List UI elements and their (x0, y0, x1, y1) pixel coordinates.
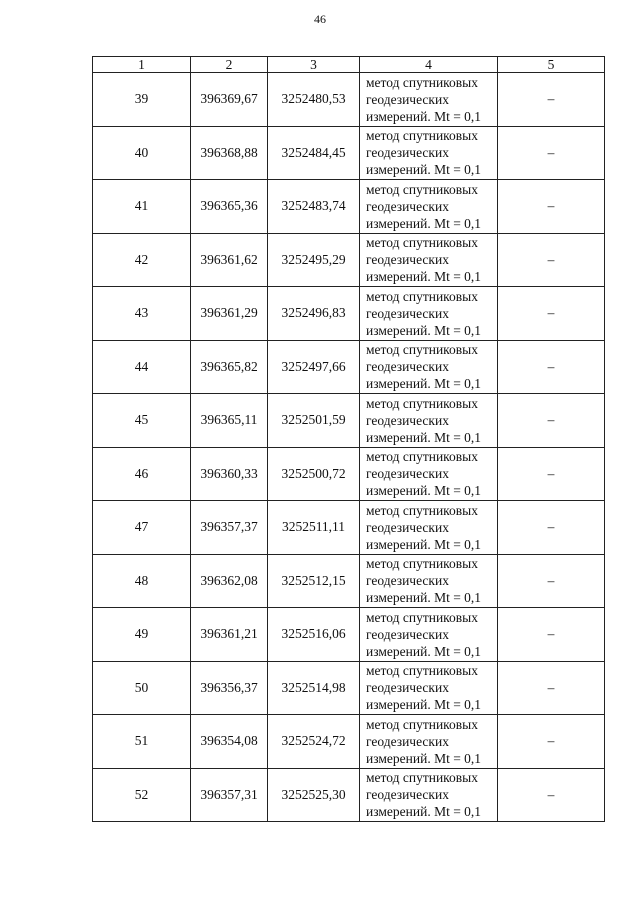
table-row (93, 715, 605, 769)
method-line: измерений. Mt = 0,1 (366, 162, 482, 178)
x-coordinate-cell: 396368,88 (191, 126, 268, 180)
y-coordinate-cell: 3252483,74 (268, 180, 360, 234)
x-coordinate-cell: 396360,33 (191, 447, 268, 501)
table-row (93, 73, 605, 127)
header-row (93, 57, 605, 73)
point-number-cell: 48 (93, 554, 191, 608)
table-row (93, 126, 605, 180)
method-line: метод спутниковых (366, 502, 478, 518)
method-line: метод спутниковых (366, 74, 478, 90)
point-number-cell: 45 (93, 394, 191, 448)
method-line: метод спутниковых (366, 449, 478, 465)
table-row (93, 768, 605, 822)
method-line: метод спутниковых (366, 288, 478, 304)
method-line: измерений. Mt = 0,1 (366, 269, 482, 285)
note-cell: – (498, 394, 605, 448)
table-row (93, 180, 605, 234)
method-line: измерений. Mt = 0,1 (366, 750, 482, 766)
point-number-cell: 43 (93, 287, 191, 341)
y-coordinate-cell: 3252495,29 (268, 233, 360, 287)
method-line: измерений. Mt = 0,1 (366, 536, 482, 552)
method-cell (360, 661, 498, 715)
note-cell: – (498, 233, 605, 287)
method-line: метод спутниковых (366, 663, 478, 679)
x-coordinate-cell: 396362,08 (191, 554, 268, 608)
method-line: измерений. Mt = 0,1 (366, 376, 482, 392)
table-body (93, 73, 605, 822)
method-line: геодезических (366, 466, 449, 482)
note-cell: – (498, 126, 605, 180)
method-cell (360, 233, 498, 287)
method-line: геодезических (366, 412, 449, 428)
table-row (93, 608, 605, 662)
method-cell (360, 715, 498, 769)
method-line: измерений. Mt = 0,1 (366, 108, 482, 124)
point-number-cell: 44 (93, 340, 191, 394)
method-cell (360, 180, 498, 234)
column-header-5: 5 (498, 57, 605, 73)
x-coordinate-cell: 396354,08 (191, 715, 268, 769)
x-coordinate-cell: 396361,21 (191, 608, 268, 662)
note-cell: – (498, 501, 605, 555)
note-cell: – (498, 661, 605, 715)
column-header-4: 4 (360, 57, 498, 73)
point-number-cell: 47 (93, 501, 191, 555)
method-cell (360, 447, 498, 501)
method-cell (360, 73, 498, 127)
note-cell: – (498, 768, 605, 822)
x-coordinate-cell: 396365,36 (191, 180, 268, 234)
table-row (93, 447, 605, 501)
note-cell: – (498, 180, 605, 234)
point-number-cell: 49 (93, 608, 191, 662)
y-coordinate-cell: 3252500,72 (268, 447, 360, 501)
table-row (93, 340, 605, 394)
method-line: геодезических (366, 145, 449, 161)
method-line: метод спутниковых (366, 128, 478, 144)
x-coordinate-cell: 396365,11 (191, 394, 268, 448)
coordinates-table (92, 56, 605, 822)
method-line: метод спутниковых (366, 181, 478, 197)
table-row (93, 554, 605, 608)
x-coordinate-cell: 396365,82 (191, 340, 268, 394)
column-header-1: 1 (93, 57, 191, 73)
method-line: геодезических (366, 252, 449, 268)
method-cell (360, 608, 498, 662)
method-line: измерений. Mt = 0,1 (366, 215, 482, 231)
x-coordinate-cell: 396357,31 (191, 768, 268, 822)
y-coordinate-cell: 3252512,15 (268, 554, 360, 608)
note-cell: – (498, 73, 605, 127)
column-header-3: 3 (268, 57, 360, 73)
point-number-cell: 41 (93, 180, 191, 234)
table-row (93, 501, 605, 555)
method-line: геодезических (366, 91, 449, 107)
method-cell (360, 340, 498, 394)
point-number-cell: 39 (93, 73, 191, 127)
note-cell: – (498, 287, 605, 341)
y-coordinate-cell: 3252484,45 (268, 126, 360, 180)
method-line: измерений. Mt = 0,1 (366, 804, 482, 820)
point-number-cell: 52 (93, 768, 191, 822)
table-row (93, 233, 605, 287)
method-line: геодезических (366, 573, 449, 589)
point-number-cell: 42 (93, 233, 191, 287)
method-line: метод спутниковых (366, 235, 478, 251)
point-number-cell: 51 (93, 715, 191, 769)
x-coordinate-cell: 396356,37 (191, 661, 268, 715)
y-coordinate-cell: 3252524,72 (268, 715, 360, 769)
point-number-cell: 50 (93, 661, 191, 715)
table-row (93, 287, 605, 341)
method-line: измерений. Mt = 0,1 (366, 697, 482, 713)
x-coordinate-cell: 396361,62 (191, 233, 268, 287)
note-cell: – (498, 608, 605, 662)
column-header-2: 2 (191, 57, 268, 73)
y-coordinate-cell: 3252497,66 (268, 340, 360, 394)
table-header (93, 57, 605, 73)
method-line: измерений. Mt = 0,1 (366, 483, 482, 499)
y-coordinate-cell: 3252516,06 (268, 608, 360, 662)
point-number-cell: 40 (93, 126, 191, 180)
y-coordinate-cell: 3252480,53 (268, 73, 360, 127)
method-cell (360, 394, 498, 448)
note-cell: – (498, 554, 605, 608)
note-cell: – (498, 447, 605, 501)
method-line: геодезических (366, 359, 449, 375)
method-line: измерений. Mt = 0,1 (366, 590, 482, 606)
method-line: метод спутниковых (366, 556, 478, 572)
table-row (93, 394, 605, 448)
method-line: измерений. Mt = 0,1 (366, 322, 482, 338)
method-line: метод спутниковых (366, 716, 478, 732)
method-line: геодезических (366, 626, 449, 642)
method-line: геодезических (366, 198, 449, 214)
method-line: геодезических (366, 787, 449, 803)
method-cell (360, 768, 498, 822)
method-cell (360, 287, 498, 341)
method-line: метод спутниковых (366, 342, 478, 358)
method-line: метод спутниковых (366, 770, 478, 786)
page-number: 46 (314, 12, 326, 26)
x-coordinate-cell: 396369,67 (191, 73, 268, 127)
method-cell (360, 126, 498, 180)
note-cell: – (498, 715, 605, 769)
method-line: геодезических (366, 733, 449, 749)
method-line: геодезических (366, 305, 449, 321)
x-coordinate-cell: 396361,29 (191, 287, 268, 341)
y-coordinate-cell: 3252496,83 (268, 287, 360, 341)
method-line: метод спутниковых (366, 609, 478, 625)
point-number-cell: 46 (93, 447, 191, 501)
method-line: измерений. Mt = 0,1 (366, 643, 482, 659)
note-cell: – (498, 340, 605, 394)
method-line: метод спутниковых (366, 395, 478, 411)
method-cell (360, 554, 498, 608)
y-coordinate-cell: 3252525,30 (268, 768, 360, 822)
method-line: измерений. Mt = 0,1 (366, 429, 482, 445)
y-coordinate-cell: 3252511,11 (268, 501, 360, 555)
y-coordinate-cell: 3252514,98 (268, 661, 360, 715)
method-line: геодезических (366, 519, 449, 535)
method-cell (360, 501, 498, 555)
method-line: геодезических (366, 680, 449, 696)
table-row (93, 661, 605, 715)
y-coordinate-cell: 3252501,59 (268, 394, 360, 448)
x-coordinate-cell: 396357,37 (191, 501, 268, 555)
